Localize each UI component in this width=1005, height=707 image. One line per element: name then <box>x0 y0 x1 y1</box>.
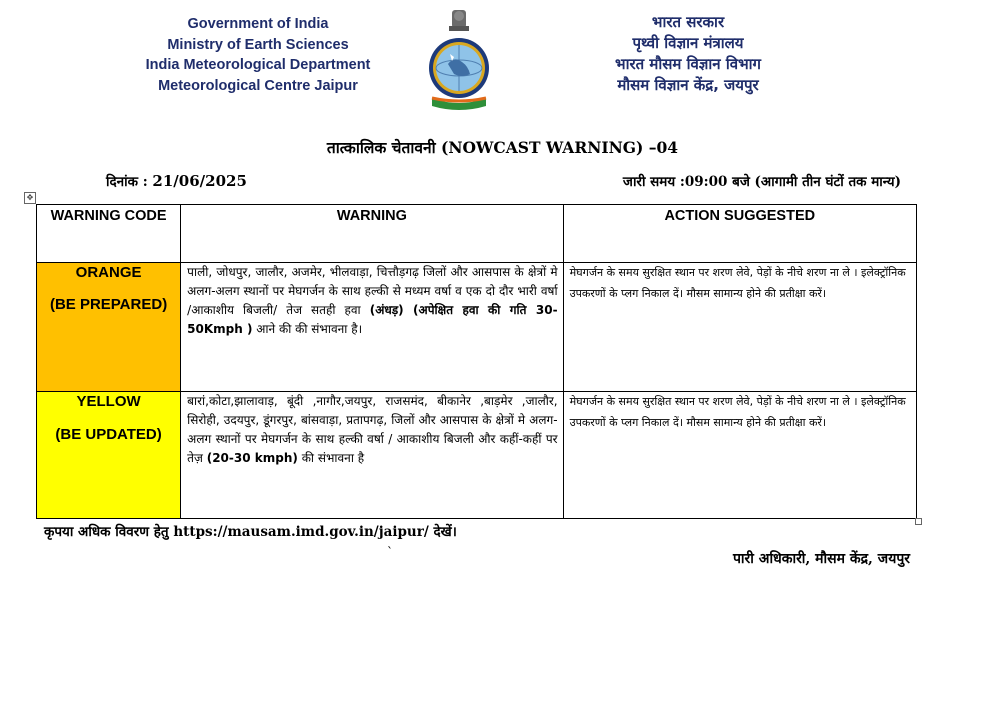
date-label: दिनांक : <box>106 174 148 190</box>
header-hi-line: भारत सरकार <box>651 13 725 31</box>
header-hi-line: मौसम विज्ञान केंद्र, जयपुर <box>617 76 759 94</box>
warning-text <box>181 263 563 392</box>
warning-code-orange <box>37 263 181 392</box>
footer-note <box>44 522 457 540</box>
action-text: मेघगर्जन के समय सुरक्षित स्थान पर शरण लेवे, पेड़ों के नीचे शरण ना ले । इलेक्ट्रॉनिक उपकरणों के प्लग निकाल दें। मौसम सामान्य होने की प्रतीक्षा करें। <box>563 263 916 392</box>
date-value: 21/06/2025 <box>152 172 247 190</box>
warning-text <box>181 392 563 519</box>
header-warning-code: WARNING CODE <box>37 205 181 263</box>
issue-time: जारी समय :09:00 बजे (आगामी तीन घंटों तक मान्य) <box>622 174 901 190</box>
warning-text-bold: (20-30 kmph) <box>206 451 298 465</box>
warning-text-a: पाली, जोधपुर, जालौर, अजमेर, भीलवाड़ा, चित्तौड़गढ़ जिलों और आसपास के क्षेत्रों मे अलग-अलग स्थानों पर मेघगर्जन के साथ हल्की से मध्यम वर्षा व एक दो दौर भारी वर्षा /आकाशीय बिजली/ तेज सतही हवा <box>187 265 558 317</box>
code-sub: (BE PREPARED) <box>49 296 168 313</box>
footer-text: कृपया अधिक विवरण हेतु <box>44 524 174 540</box>
move-icon[interactable]: ✥ <box>24 192 36 204</box>
warning-code-yellow <box>37 392 181 519</box>
warning-text-c: आने की की संभावना है। <box>252 322 363 336</box>
code-sub: (BE UPDATED) <box>55 426 162 443</box>
signature: पारी अधिकारी, मौसम केंद्र, जयपुर <box>732 551 910 567</box>
header-en-line: Ministry of Earth Sciences <box>167 36 349 53</box>
header-hi-line: भारत मौसम विज्ञान विभाग <box>615 55 761 73</box>
table-row <box>37 263 917 392</box>
imd-jaipur-link[interactable]: https://mausam.imd.gov.in/jaipur/ <box>173 524 429 540</box>
table-header-row <box>37 205 917 263</box>
page-title: तात्कालिक चेतावनी (NOWCAST WARNING) –04 <box>326 138 679 157</box>
header-en-line: Meteorological Centre Jaipur <box>158 77 358 94</box>
imd-emblem-icon <box>424 6 494 114</box>
header-english <box>108 14 408 96</box>
stray-mark: ` <box>387 545 393 559</box>
warning-table <box>36 204 917 519</box>
header-warning: WARNING <box>181 205 563 263</box>
code-name: ORANGE <box>75 264 142 281</box>
table-row <box>37 392 917 519</box>
date-line <box>106 172 247 190</box>
footer-suffix: देखें। <box>428 524 457 540</box>
header-en-line: Government of India <box>187 16 329 32</box>
header-en-line: India Meteorological Department <box>145 57 371 73</box>
warning-text-c: की संभावना है <box>297 451 365 465</box>
warning-text-bold: (अंधड़) (अपेक्षित हवा की गति 30-50Kmph ) <box>187 303 558 336</box>
resize-handle[interactable] <box>915 518 922 525</box>
code-name: YELLOW <box>76 393 141 410</box>
action-text: मेघगर्जन के समय सुरक्षित स्थान पर शरण लेवे, पेड़ों के नीचे शरण ना ले । इलेक्ट्रॉनिक उपकरणों के प्लग निकाल दें। मौसम सामान्य होने की प्रतीक्षा करें। <box>563 392 916 519</box>
header-action: ACTION SUGGESTED <box>563 205 916 263</box>
header-hindi <box>568 12 808 96</box>
header-hi-line: पृथ्वी विज्ञान मंत्रालय <box>632 34 744 52</box>
warning-text-a: बारां,कोटा,झालावाड़, बूंदी ,नागौर,जयपुर, राजसमंद, बीकानेर ,बाड़मेर ,जालौर, सिरोही, उदयपुर, डूंगरपुर, बांसवाड़ा, प्रतापगढ़, जिलों और आसपास के क्षेत्रों मे अलग-अलग स्थानों पर मेघगर्जन के साथ हल्की वर्षा / आकाशीय बिजली और कहीं-कहीं पर तेज़ <box>187 394 558 465</box>
